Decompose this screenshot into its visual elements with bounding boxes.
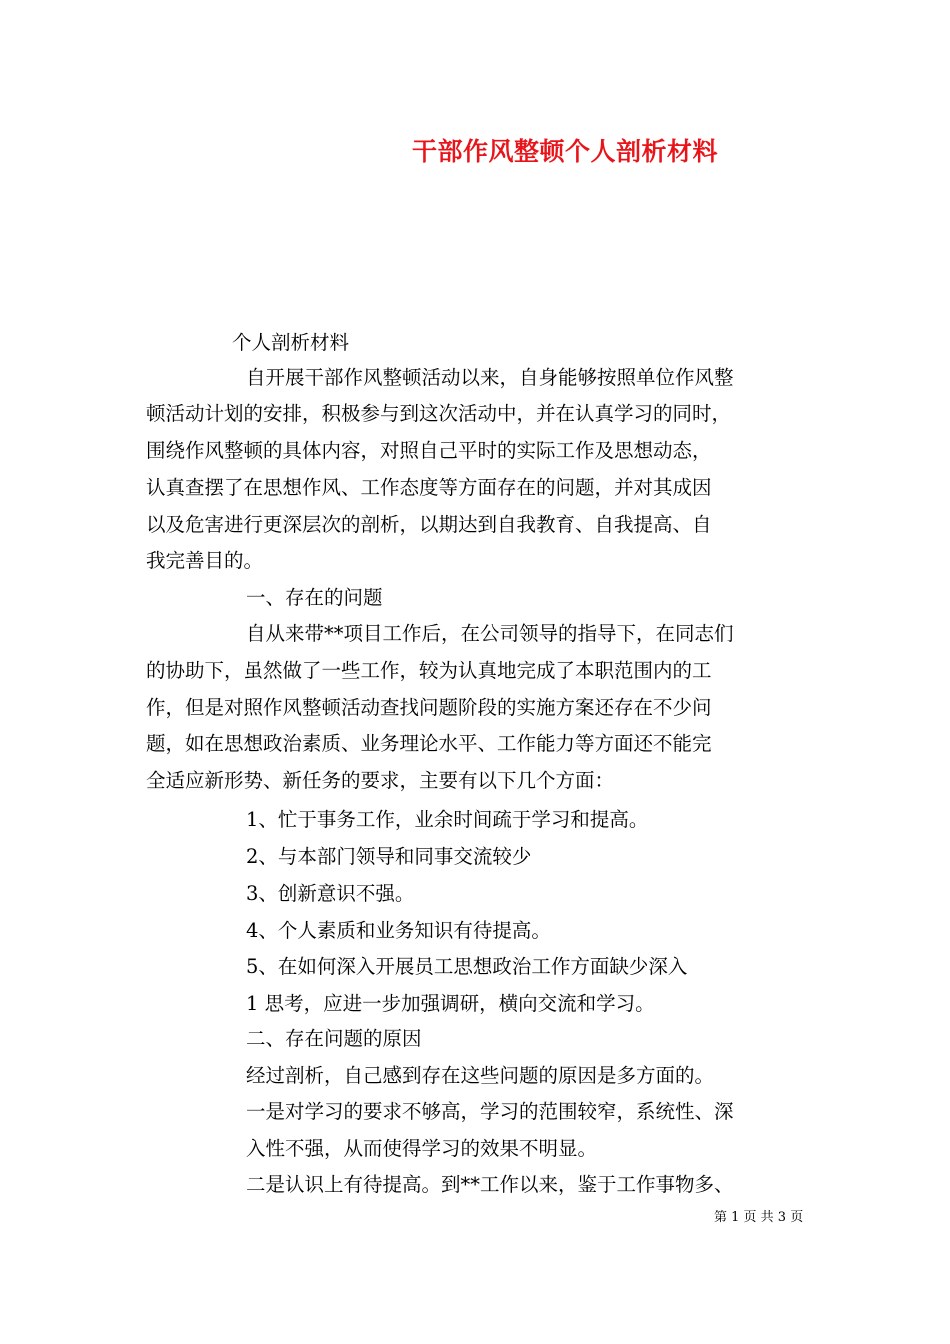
intro-line: 围绕作风整顿的具体内容，对照自己平时的实际工作及思想动态， — [146, 439, 712, 462]
reason-line: 一是对学习的要求不够高，学习的范围较窄，系统性、深 — [246, 1100, 734, 1123]
section1-line: 全适应新形势、新任务的要求，主要有以下几个方面： — [146, 769, 615, 792]
section1-line: 题，如在思想政治素质、业务理论水平、工作能力等方面还不能完 — [146, 732, 712, 755]
problem-item: 5、在如何深入开展员工思想政治工作方面缺少深入 — [246, 955, 688, 978]
intro-line: 以及危害进行更深层次的剖析，以期达到自我教育、自我提高、自 — [146, 513, 712, 536]
intro-line: 顿活动计划的安排，积极参与到这次活动中，并在认真学习的同时， — [146, 402, 732, 425]
problem-item: 4、个人素质和业务知识有待提高。 — [246, 919, 551, 942]
section1-line: 自从来带**项目工作后，在公司领导的指导下，在同志们 — [246, 622, 734, 645]
problem-item: 1、忙于事务工作，业余时间疏于学习和提高。 — [246, 808, 649, 831]
intro-line: 我完善目的。 — [146, 549, 264, 572]
section1-line: 作，但是对照作风整顿活动查找问题阶段的实施方案还存在不少问 — [146, 696, 712, 719]
reason-line: 入性不强，从而使得学习的效果不明显。 — [246, 1137, 598, 1160]
reason-line: 二是认识上有待提高。到**工作以来，鉴于工作事物多、 — [246, 1173, 734, 1196]
section-heading-1: 一、存在的问题 — [246, 586, 383, 609]
intro-line: 自开展干部作风整顿活动以来，自身能够按照单位作风整 — [246, 366, 734, 389]
problem-item: 1 思考，应进一步加强调研，横向交流和学习。 — [246, 992, 655, 1015]
document-title: 干部作风整顿个人剖析材料 — [412, 137, 719, 166]
section-heading-2: 二、存在问题的原因 — [246, 1027, 422, 1050]
problem-item: 2、与本部门领导和同事交流较少 — [246, 845, 532, 868]
section1-line: 的协助下，虽然做了一些工作，较为认真地完成了本职范围内的工 — [146, 659, 712, 682]
page-number: 第 1 页 共 3 页 — [714, 1210, 804, 1225]
intro-line: 认真查摆了在思想作风、工作态度等方面存在的问题，并对其成因 — [146, 476, 712, 499]
subtitle: 个人剖析材料 — [232, 331, 350, 354]
section2-intro: 经过剖析，自己感到存在这些问题的原因是多方面的。 — [246, 1064, 715, 1087]
problem-item: 3、创新意识不强。 — [246, 882, 415, 905]
